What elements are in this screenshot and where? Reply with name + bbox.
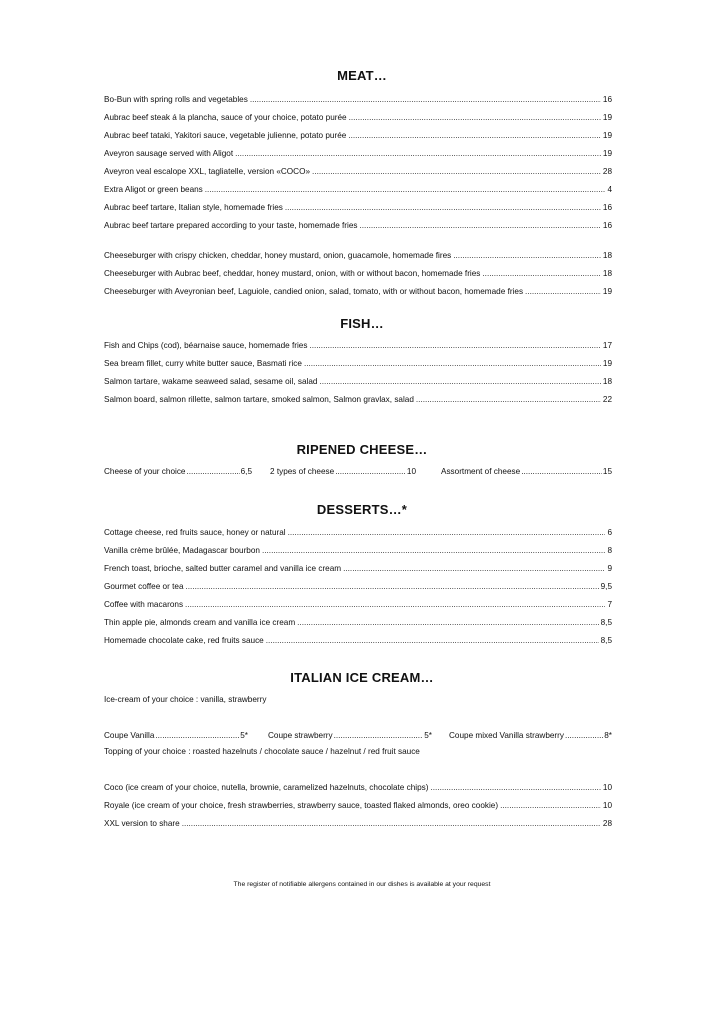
item-name: Sea bream fillet, curry white butter sauce, Basmati rice — [104, 359, 302, 368]
menu-item — [104, 112, 612, 123]
item-name: Salmon tartare, wakame seaweed salad, sesame oil, salad — [104, 377, 318, 386]
item-price: 19 — [602, 131, 612, 140]
item-name: Homemade chocolate cake, red fruits sauce — [104, 636, 264, 645]
item-price: 19 — [602, 287, 612, 296]
menu-item — [104, 130, 612, 141]
menu-item — [104, 286, 612, 297]
item-price: 8 — [607, 546, 612, 555]
item-name: Cheeseburger with crispy chicken, cheddar, honey mustard, onion, guacamole, homemade fires — [104, 251, 452, 260]
item-price: 8,5 — [600, 618, 612, 627]
leader-dots — [360, 220, 601, 231]
item-name: French toast, brioche, salted butter caramel and vanilla ice cream — [104, 564, 342, 573]
menu-item — [104, 581, 612, 592]
menu-item — [104, 599, 612, 610]
menu-item — [104, 800, 612, 811]
item-price: 18 — [602, 251, 612, 260]
menu-item — [104, 563, 612, 574]
leader-dots — [525, 286, 601, 297]
menu-item — [104, 466, 252, 477]
item-name: Aubrac beef tartare prepared according to your taste, homemade fries — [104, 221, 358, 230]
section-title-desserts: DESSERTS…* — [316, 502, 408, 517]
item-price: 8* — [604, 731, 612, 740]
leader-dots — [285, 202, 601, 213]
menu-item — [270, 466, 416, 477]
menu-item — [104, 202, 612, 213]
section-title-ice-cream: ITALIAN ICE CREAM… — [290, 670, 434, 685]
item-price: 10 — [602, 783, 612, 792]
leader-dots — [309, 340, 600, 351]
leader-dots — [304, 358, 601, 369]
item-name: Gourmet coffee or tea — [104, 582, 184, 591]
menu-item — [104, 148, 612, 159]
leader-dots — [297, 617, 598, 628]
item-name: Bo-Bun with spring rolls and vegetables — [104, 95, 248, 104]
leader-dots — [334, 730, 424, 741]
leader-dots — [343, 563, 605, 574]
item-name: Salmon board, salmon rillette, salmon tartare, smoked salmon, Salmon gravlax, salad — [104, 395, 414, 404]
menu-item — [104, 617, 612, 628]
leader-dots — [453, 250, 601, 261]
item-price: 19 — [602, 149, 612, 158]
leader-dots — [250, 94, 601, 105]
menu-item — [441, 466, 612, 477]
leader-dots — [262, 545, 605, 556]
allergen-notice: The register of notifiable allergens contained in our dishes is available at your request — [233, 881, 491, 888]
item-name: Coffee with macarons — [104, 600, 184, 609]
item-name: Cottage cheese, red fruits sauce, honey or natural — [104, 528, 286, 537]
item-name: Cheeseburger with Aveyronian beef, Laguiole, candied onion, salad, tomato, with or without bacon, homemade fries — [104, 287, 524, 296]
menu-item — [104, 166, 612, 177]
item-name: Assortment of cheese — [441, 467, 521, 476]
item-name: Coco (ice cream of your choice, nutella, brownie, caramelized hazelnuts, chocolate chips) — [104, 783, 429, 792]
item-price: 4 — [607, 185, 612, 194]
item-name: Coupe Vanilla — [104, 731, 155, 740]
item-price: 15 — [602, 467, 612, 476]
item-name: XXL version to share — [104, 819, 180, 828]
leader-dots — [155, 730, 239, 741]
leader-dots — [186, 581, 599, 592]
menu-item — [104, 376, 612, 387]
coupe-options — [104, 730, 612, 741]
menu-item — [104, 782, 612, 793]
item-name: Fish and Chips (cod), béarnaise sauce, homemade fries — [104, 341, 308, 350]
topping-note: Topping of your choice : roasted hazelnuts / chocolate sauce / hazelnut / red fruit sauce — [104, 747, 420, 756]
item-price: 10 — [406, 467, 416, 476]
item-name: Aubrac beef tataki, Yakitori sauce, vegetable julienne, potato purée — [104, 131, 347, 140]
menu-item — [104, 340, 612, 351]
item-price: 16 — [602, 95, 612, 104]
item-price: 10 — [602, 801, 612, 810]
menu-item — [104, 94, 612, 105]
menu-item — [104, 635, 612, 646]
item-price: 28 — [602, 167, 612, 176]
item-price: 6 — [607, 528, 612, 537]
item-price: 5* — [240, 731, 248, 740]
leader-dots — [288, 527, 606, 538]
leader-dots — [565, 730, 603, 741]
item-price: 18 — [602, 269, 612, 278]
leader-dots — [521, 466, 602, 477]
item-price: 9,5 — [600, 582, 612, 591]
leader-dots — [335, 466, 406, 477]
item-price: 17 — [602, 341, 612, 350]
item-price: 28 — [602, 819, 612, 828]
leader-dots — [186, 466, 239, 477]
leader-dots — [185, 599, 605, 610]
menu-item — [104, 268, 612, 279]
item-price: 16 — [602, 221, 612, 230]
item-name: Cheese of your choice — [104, 467, 186, 476]
item-name: Aveyron veal escalope XXL, tagliatelle, version «COCO» — [104, 167, 311, 176]
leader-dots — [235, 148, 601, 159]
item-price: 19 — [602, 113, 612, 122]
leader-dots — [349, 112, 601, 123]
menu-item — [268, 730, 432, 741]
menu-item — [104, 527, 612, 538]
menu-item — [104, 394, 612, 405]
item-name: Aubrac beef steak á la plancha, sauce of your choice, potato purée — [104, 113, 347, 122]
leader-dots — [312, 166, 601, 177]
section-title-fish: FISH… — [340, 316, 384, 331]
item-price: 8,5 — [600, 636, 612, 645]
item-name: Coupe mixed Vanilla strawberry — [449, 731, 564, 740]
menu-item — [104, 730, 248, 741]
leader-dots — [348, 130, 601, 141]
item-name: Coupe strawberry — [268, 731, 333, 740]
item-price: 18 — [602, 377, 612, 386]
item-price: 7 — [607, 600, 612, 609]
leader-dots — [266, 635, 599, 646]
menu-item — [104, 545, 612, 556]
leader-dots — [430, 782, 600, 793]
section-title-meat: MEAT… — [337, 68, 387, 83]
menu-item — [104, 818, 612, 829]
menu-item — [104, 184, 612, 195]
section-title-cheese: RIPENED CHEESE… — [296, 442, 428, 457]
item-name: Cheeseburger with Aubrac beef, cheddar, honey mustard, onion, with or without bacon, homemade fries — [104, 269, 481, 278]
menu-item — [104, 250, 612, 261]
leader-dots — [182, 818, 601, 829]
item-price: 5* — [424, 731, 432, 740]
item-name: Royale (ice cream of your choice, fresh strawberries, strawberry sauce, toasted flaked almonds, oreo cookie) — [104, 801, 499, 810]
item-price: 16 — [602, 203, 612, 212]
menu-item — [104, 358, 612, 369]
item-price: 19 — [602, 359, 612, 368]
item-name: Thin apple pie, almonds cream and vanilla ice cream — [104, 618, 296, 627]
item-name: Aubrac beef tartare, Italian style, homemade fries — [104, 203, 283, 212]
item-price: 6,5 — [240, 467, 252, 476]
menu-item — [104, 220, 612, 231]
cheese-options — [104, 466, 612, 477]
leader-dots — [319, 376, 600, 387]
leader-dots — [482, 268, 601, 279]
item-name: 2 types of cheese — [270, 467, 335, 476]
item-name: Aveyron sausage served with Aligot — [104, 149, 234, 158]
item-name: Extra Aligot or green beans — [104, 185, 203, 194]
leader-dots — [500, 800, 601, 811]
menu-item — [449, 730, 612, 741]
item-price: 22 — [602, 395, 612, 404]
item-price: 9 — [607, 564, 612, 573]
ice-cream-intro: Ice-cream of your choice : vanilla, strawberry — [104, 695, 267, 704]
leader-dots — [416, 394, 601, 405]
item-name: Vanilla crème brûlée, Madagascar bourbon — [104, 546, 260, 555]
leader-dots — [205, 184, 606, 195]
